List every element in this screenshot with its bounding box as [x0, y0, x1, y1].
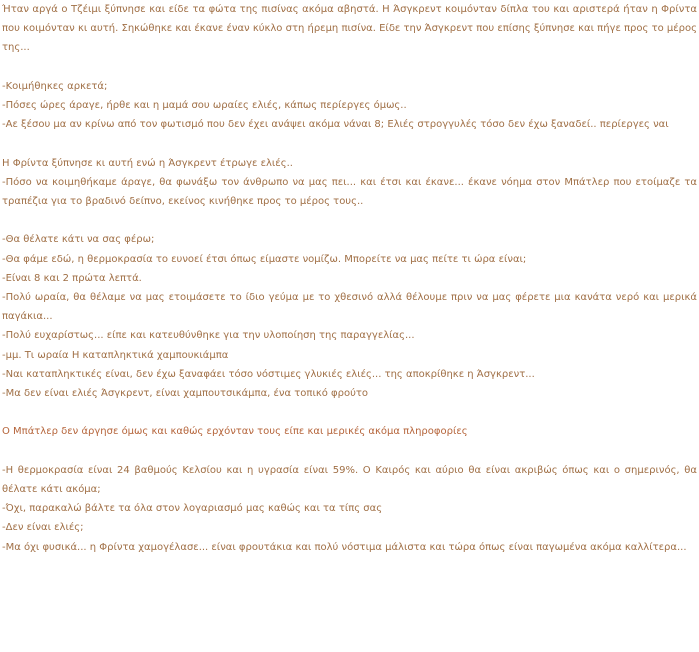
paragraph: -Κοιμήθηκες αρκετά;: [2, 80, 108, 92]
paragraph: -Πολύ ευχαρίστως... είπε και κατευθύνθηκε για την υλοποίηση της παραγγελίας...: [2, 330, 415, 342]
paragraph: Ο Μπάτλερ δεν άργησε όμως και καθώς ερχόνταν τους είπε και μερικές ακόμα πληροφορίες: [2, 426, 468, 438]
paragraph: -Θα θέλατε κάτι να σας φέρω;: [2, 234, 155, 246]
blank-line: [2, 134, 697, 153]
paragraph: -Αε ξέσου μα αν κρίνω από τον φωτισμό που δεν έχει ανάψει ακόμα νάναι 8; Ελιές στρογγυλές τόσο δεν έχω ξαναδεί.. περίεργες ναι: [2, 119, 669, 131]
paragraph: -Δεν είναι ελιές;: [2, 522, 84, 534]
blank-line: [2, 58, 697, 77]
paragraph: -Όχι, παρακαλώ βάλτε τα όλα στον λογαριασμό μας καθώς και τα τίπς σας: [2, 503, 383, 515]
paragraph: -μμ. Τι ωραία Η καταπληκτικά χαμπουκιάμπα: [2, 349, 229, 361]
paragraph: -Η θερμοκρασία είναι 24 βαθμούς Κελσίου και η υγρασία είναι 59%. Ο Καιρός και αύριο θα είναι ακριβώς όπως και ο σημερινός, θα θέλατε κάτι ακόμα;: [2, 464, 697, 495]
paragraph: Η Φρίντα ξύπνησε κι αυτή ενώ η Άσγκρεντ έτρωγε ελιές..: [2, 157, 293, 169]
paragraph: -Ναι καταπληκτικές είναι, δεν έχω ξαναφάει τόσο νόστιμες γλυκιές ελιές... της αποκρίθηκε η Άσγκρεντ...: [2, 368, 535, 380]
blank-line: [2, 211, 697, 230]
paragraph: -Πολύ ωραία, θα θέλαμε να μας ετοιμάσετε το ίδιο γεύμα με το χθεσινό αλλά θέλουμε πριν να μας φέρετε μια κανάτα νερό και μερικά παγάκια...: [2, 292, 697, 323]
paragraph: Ήταν αργά ο Τζέιμι ξύπνησε και είδε τα φώτα της πισίνας ακόμα αβηστά. Η Άσγκρεντ κοιμόνταν δίπλα του και αριστερά ήταν η Φρίντα που κοιμόνταν κι αυτή. Σηκώθηκε και έκανε έναν κύκλο στη ήρεμη πισίνα. Είδε την Άσγκρεντ που επίσης ξύπνησε και πήγε προς το μέρος της...: [2, 4, 697, 54]
paragraph: -Πόσες ώρες άραγε, ήρθε και η μαμά σου ωραίες ελιές, κάπως περίεργες όμως..: [2, 100, 407, 111]
paragraph: -Μα όχι φυσικά... η Φρίντα χαμογέλασε... είναι φρουτάκια και πολύ νόστιμα μάλιστα και τώρα όπως είναι παγωμένα ακόμα καλλίτερα...: [2, 541, 687, 553]
paragraph: -Μα δεν είναι ελιές Άσγκρεντ, είναι χαμπουτσικάμπα, ένα τοπικό φρούτο: [2, 388, 369, 400]
blank-line: [2, 442, 697, 461]
paragraph: -Είναι 8 και 2 πρώτα λεπτά.: [2, 272, 142, 284]
paragraph: -Θα φάμε εδώ, η θερμοκρασία το ευνοεί έτσι όπως είμαστε νομίζω. Μπορείτε να μας πείτε τι ώρα είναι;: [2, 253, 527, 265]
paragraph: -Πόσο να κοιμηθήκαμε άραγε, θα φωνάξω τον άνθρωπο να μας πει... και έτσι και έκανε... έκανε νόημα στον Μπάτλερ που ετοίμαζε τα τραπέζια για το βραδινό δείπνο, εκείνος κινήθηκε προς το μέρος τους..: [2, 176, 697, 207]
blank-line: [2, 403, 697, 422]
